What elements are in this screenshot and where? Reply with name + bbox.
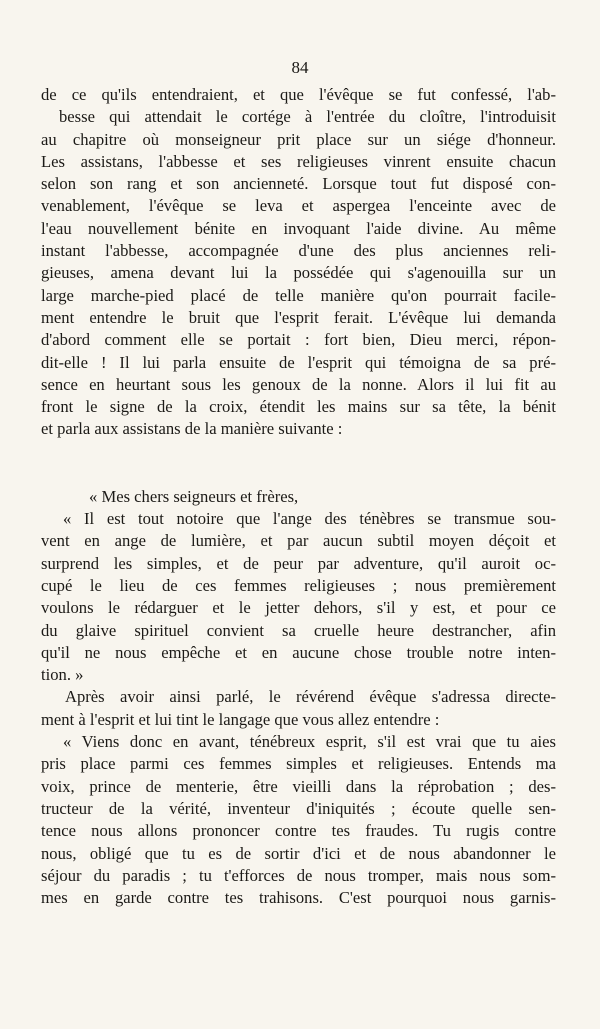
text-line: ment à l'esprit et lui tint le langage que vous allez entendre : (41, 709, 440, 729)
text-line: « Il est tout notoire que l'ange des ténèbres se transmue sou- (63, 509, 556, 529)
text-line: instant l'abbesse, accompagnée d'une des plus anciennes reli- (41, 241, 556, 261)
text-line: cupé le lieu de ces femmes religieuses ; nous premièrement (41, 575, 556, 595)
paragraph-1 (41, 84, 556, 441)
text-line: séjour du paradis ; tu t'efforces de nous tromper, mais nous som- (41, 865, 556, 885)
paragraph-2 (41, 508, 556, 686)
text-line: tence nous allons prononcer contre tes fraudes. Tu rugis contre (41, 821, 556, 841)
paragraph-gap (41, 441, 556, 486)
text-line: « Viens donc en avant, ténébreux esprit, s'il est vrai que tu aies (63, 732, 556, 752)
text-line: mes en garde contre tes trahisons. C'est pourquoi nous garnis- (41, 888, 556, 908)
page-text (41, 84, 556, 909)
text-line: surprend les simples, et de peur par adventure, qu'il auroit oc- (41, 553, 556, 573)
page-number: 84 (291, 58, 309, 77)
paragraph-3 (41, 686, 556, 731)
text-line: dit-elle ! Il lui parla ensuite de l'esprit qui témoigna de sa pré- (41, 352, 556, 372)
text-line: voix, prince de menterie, être vieilli dans la réprobation ; des- (41, 776, 556, 796)
text-line: ment entendre le bruit que l'esprit ferait. L'évêque lui demanda (41, 307, 556, 327)
text-line: sence en heurtant sous les genoux de la nonne. Alors il lui fit au (41, 374, 556, 394)
text-line: du glaive spirituel convient sa cruelle heure destrancher, afin (41, 620, 556, 640)
text-line: Les assistans, l'abbesse et ses religieuses vinrent ensuite chacun (41, 151, 556, 171)
text-line: selon son rang et son ancienneté. Lorsque tout fut disposé con- (41, 174, 556, 194)
text-line: d'abord comment elle se portait : fort bien, Dieu merci, répon- (41, 330, 556, 350)
salutation: « Mes chers seigneurs et frères, (89, 486, 299, 506)
text-line: besse qui attendait le cortége à l'entrée du cloître, l'introduisit (59, 107, 556, 127)
paragraph-4 (41, 731, 556, 909)
text-line: large marche-pied placé de telle manière qu'on pourrait facile- (41, 285, 556, 305)
text-line: qu'il ne nous empêche et en aucune chose trouble notre inten- (41, 642, 556, 662)
text-line: tion. » (41, 665, 84, 685)
text-line: et parla aux assistans de la manière suivante : (41, 419, 343, 439)
text-line: gieuses, amena devant lui la possédée qui s'agenouilla sur un (41, 263, 556, 283)
text-line: vent en ange de lumière, et par aucun subtil moyen déçoit et (41, 531, 556, 551)
text-line: voulons le rédarguer et le jetter dehors, s'il y est, et pour ce (41, 598, 556, 618)
text-line: Après avoir ainsi parlé, le révérend évêque s'adressa directe- (65, 687, 556, 707)
text-line: au chapitre où monseigneur prit place sur un siége d'honneur. (41, 129, 556, 149)
text-line: venablement, l'évêque se leva et aspergea l'enceinte avec de (41, 196, 556, 216)
text-line: l'eau nouvellement bénite en invoquant l'aide divine. Au même (41, 218, 556, 238)
text-line: pris place parmi ces femmes simples et religieuses. Entends ma (41, 754, 556, 774)
text-line: front le signe de la croix, étendit les mains sur sa tête, la bénit (41, 397, 556, 417)
text-line: tructeur de la vérité, inventeur d'iniquités ; écoute quelle sen- (41, 798, 556, 818)
text-line: nous, obligé que tu es de sortir d'ici et de nous abandonner le (41, 843, 556, 863)
text-line: de ce qu'ils entendraient, et que l'évêque se fut confessé, l'ab- (41, 85, 556, 104)
